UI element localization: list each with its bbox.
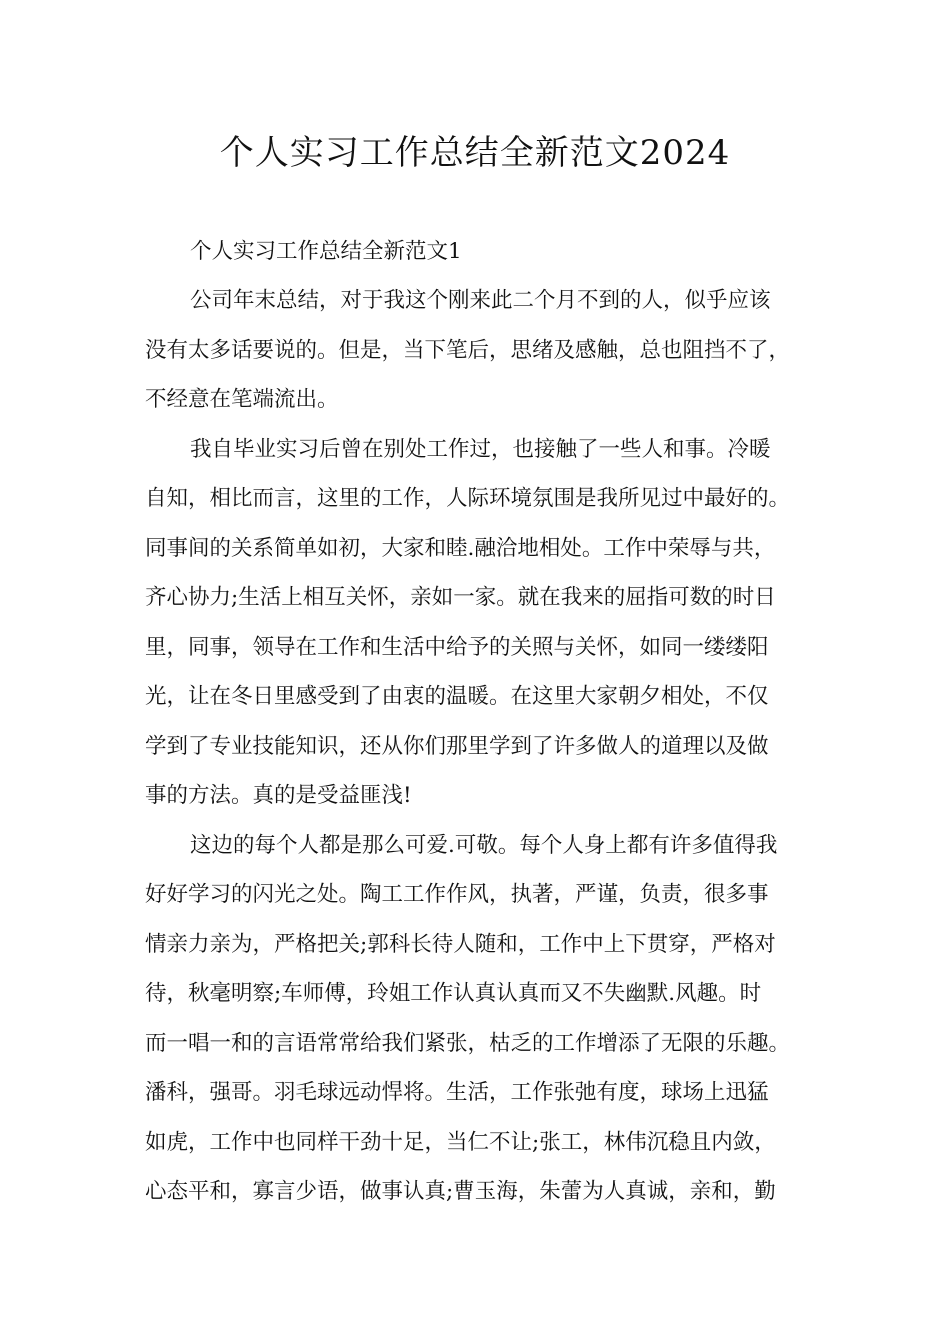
body-line: 齐心协力;生活上相互关怀，亲如一家。就在我来的屈指可数的时日 bbox=[145, 585, 776, 610]
document-title: 个人实习工作总结全新范文2024 bbox=[219, 133, 731, 173]
section-heading: 个人实习工作总结全新范文1 bbox=[190, 239, 462, 264]
body-line: 里，同事，领导在工作和生活中给予的关照与关怀，如同一缕缕阳 bbox=[145, 635, 769, 660]
body-line: 我自毕业实习后曾在别处工作过，也接触了一些人和事。冷暖 bbox=[190, 437, 771, 462]
body-line: 同事间的关系简单如初，大家和睦.融洽地相处。工作中荣辱与共， bbox=[145, 536, 776, 561]
body-line: 公司年末总结，对于我这个刚来此二个月不到的人，似乎应该 bbox=[190, 288, 771, 313]
body-line: 不经意在笔端流出。 bbox=[145, 387, 339, 412]
body-line: 事的方法。真的是受益匪浅! bbox=[145, 783, 412, 808]
body-line: 自知，相比而言，这里的工作，人际环境氛围是我所见过中最好的。 bbox=[145, 486, 791, 511]
body-line: 光，让在冬日里感受到了由衷的温暖。在这里大家朝夕相处，不仅 bbox=[145, 684, 769, 709]
body-line: 潘科，强哥。羽毛球远动悍将。生活，工作张弛有度，球场上迅猛 bbox=[145, 1080, 769, 1105]
body-line: 这边的每个人都是那么可爱.可敬。每个人身上都有许多值得我 bbox=[190, 833, 778, 858]
body-line: 如虎，工作中也同样干劲十足，当仁不让;张工，林伟沉稳且内敛， bbox=[145, 1130, 776, 1155]
body-line: 没有太多话要说的。但是，当下笔后，思绪及感触，总也阻挡不了， bbox=[145, 338, 791, 363]
body-line: 而一唱一和的言语常常给我们紧张，枯乏的工作增添了无限的乐趣。 bbox=[145, 1031, 791, 1056]
body-line: 待，秋毫明察;车师傅，玲姐工作认真认真而又不失幽默.风趣。时 bbox=[145, 981, 762, 1006]
body-line: 学到了专业技能知识，还从你们那里学到了许多做人的道理以及做 bbox=[145, 734, 769, 759]
body-line: 好好学习的闪光之处。陶工工作作风，执著，严谨，负责，很多事 bbox=[145, 882, 769, 907]
body-line: 心态平和，寡言少语，做事认真;曹玉海，朱蕾为人真诚，亲和，勤 bbox=[145, 1179, 776, 1204]
body-line: 情亲力亲为，严格把关;郭科长待人随和，工作中上下贯穿，严格对 bbox=[145, 932, 776, 957]
